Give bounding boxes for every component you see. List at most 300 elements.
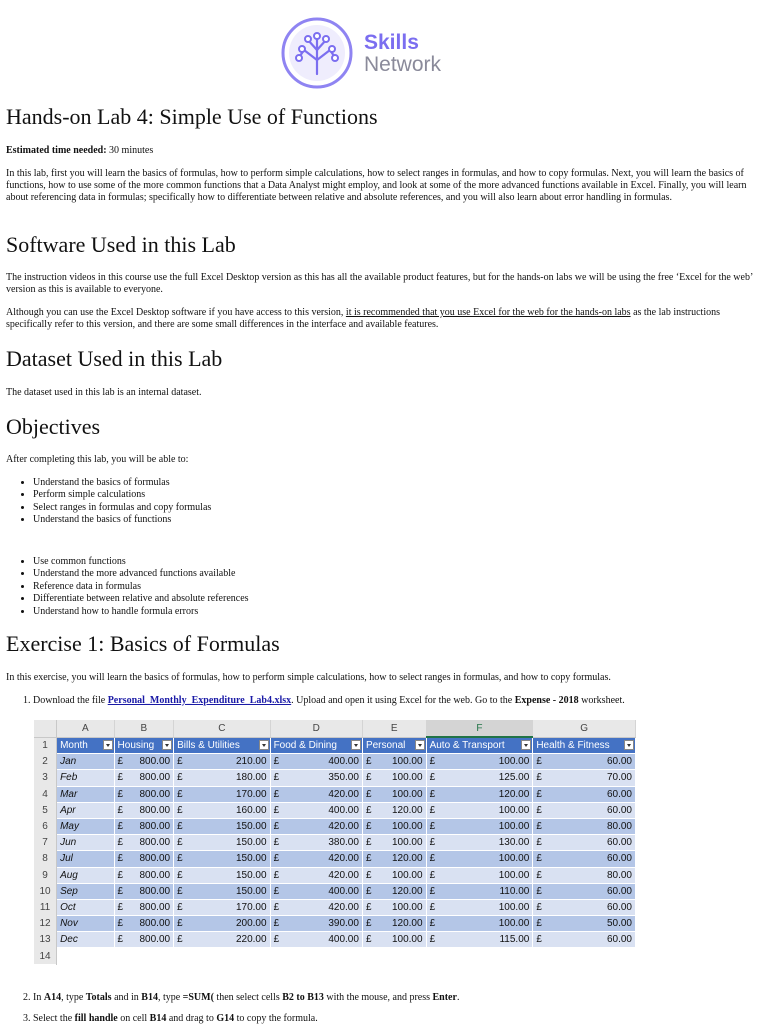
currency-value	[274, 805, 359, 816]
row-number[interactable]: 9	[34, 867, 57, 883]
table-cell[interactable]	[114, 851, 174, 867]
currency-value	[274, 772, 359, 783]
currency-symbol: £	[536, 934, 542, 946]
currency-value	[366, 789, 423, 800]
month-value: May	[60, 821, 79, 833]
table-cell[interactable]	[270, 818, 362, 834]
table-cell[interactable]	[362, 818, 426, 834]
table-cell[interactable]	[174, 818, 270, 834]
currency-value	[274, 789, 359, 800]
table-cell[interactable]	[114, 948, 174, 964]
currency-symbol: £	[365, 756, 372, 768]
currency-symbol: £	[273, 837, 280, 849]
list-item	[33, 1013, 760, 1025]
table-cell[interactable]	[114, 754, 174, 770]
table-cell[interactable]	[57, 818, 114, 834]
step2-text: and in	[111, 992, 142, 1003]
table-cell[interactable]	[270, 770, 362, 786]
header-label: Health & Fitness	[536, 739, 610, 751]
amount: 100.00	[391, 772, 423, 784]
currency-value	[430, 870, 530, 881]
list-item: • Differentiate between relative and absolute references	[33, 593, 249, 605]
currency-value	[177, 789, 266, 800]
table-cell[interactable]	[270, 802, 362, 818]
table-cell[interactable]	[114, 883, 174, 899]
exercise1-heading: Exercise 1: Basics of Formulas	[6, 631, 280, 656]
amount: 60.00	[606, 756, 632, 768]
currency-value	[430, 934, 530, 945]
currency-value	[430, 886, 530, 897]
amount: 420.00	[328, 901, 359, 913]
step2-text: .	[456, 992, 460, 1003]
table-cell[interactable]	[426, 835, 533, 851]
month-value: Nov	[60, 918, 78, 930]
table-cell[interactable]	[362, 754, 426, 770]
column-header-a[interactable]: A	[57, 720, 114, 737]
table-cell[interactable]	[362, 883, 426, 899]
currency-value	[118, 853, 171, 864]
table-cell[interactable]	[114, 916, 174, 932]
table-row	[34, 786, 636, 802]
table-cell[interactable]	[362, 851, 426, 867]
table-cell[interactable]	[533, 835, 636, 851]
currency-value	[430, 853, 530, 864]
column-header-row	[34, 720, 636, 737]
software-heading: Software Used in this Lab	[6, 232, 236, 257]
amount: 110.00	[499, 885, 530, 897]
table-cell[interactable]	[270, 916, 362, 932]
table-cell[interactable]	[270, 899, 362, 915]
filter-dropdown-icon[interactable]	[624, 740, 634, 750]
currency-symbol: £	[365, 885, 372, 897]
table-cell[interactable]	[174, 802, 270, 818]
row-number[interactable]: 5	[34, 802, 57, 818]
amount: 150.00	[235, 885, 267, 897]
currency-value	[274, 756, 359, 767]
currency-symbol: £	[429, 837, 436, 849]
month-value: Oct	[60, 901, 76, 913]
step2-text: In	[33, 992, 44, 1003]
column-header-f[interactable]: F	[426, 720, 533, 737]
table-cell[interactable]	[533, 948, 636, 964]
column-header-e[interactable]: E	[362, 720, 426, 737]
currency-value	[118, 902, 171, 913]
currency-symbol: £	[365, 821, 372, 833]
table-cell[interactable]	[362, 899, 426, 915]
currency-value	[177, 821, 266, 832]
currency-symbol: £	[177, 934, 183, 946]
header-label: Auto & Transport	[429, 740, 505, 752]
currency-symbol: £	[117, 934, 124, 946]
table-cell[interactable]	[57, 867, 114, 883]
table-cell[interactable]	[426, 786, 533, 802]
list-item: • Select ranges in formulas and copy formulas	[33, 502, 211, 514]
column-header-c[interactable]: C	[174, 720, 270, 737]
currency-value	[274, 870, 359, 881]
currency-value	[430, 789, 530, 800]
currency-symbol: £	[536, 772, 542, 784]
row-number[interactable]: 2	[34, 754, 57, 770]
row-number[interactable]: 7	[34, 835, 57, 851]
row-number[interactable]: 14	[34, 948, 57, 964]
intro-paragraph: In this lab, first you will learn the basics of formulas, how to perform simple calculations, how to select ranges in formulas, and how to copy formulas. Next, you will learn the basics of functions, how to use some of the more common functions that a Data Analyst might employ, and look at some of the more advanced functions available in Excel. Finally, you will learn about referencing data in formulas; specifically how to differentiate between relative and absolute references, and you will also learn about error handling in formulas.	[6, 168, 747, 203]
column-header-b[interactable]: B	[114, 720, 174, 737]
currency-symbol: £	[365, 804, 372, 816]
month-value: Jul	[60, 853, 73, 865]
table-cell[interactable]	[362, 786, 426, 802]
table-cell[interactable]	[114, 818, 174, 834]
currency-symbol: £	[429, 788, 436, 800]
table-cell[interactable]	[57, 851, 114, 867]
table-cell[interactable]	[426, 883, 533, 899]
amount: 200.00	[235, 918, 267, 930]
table-cell[interactable]	[114, 770, 174, 786]
step1-text-2: . Upload and open it using Excel for the web. Go to the	[291, 695, 515, 706]
month-value: Aug	[60, 869, 78, 881]
table-cell[interactable]	[174, 883, 270, 899]
amount: 400.00	[328, 756, 359, 768]
table-cell[interactable]	[426, 899, 533, 915]
row-number[interactable]: 6	[34, 818, 57, 834]
column-filter-header[interactable]	[114, 737, 174, 754]
table-cell[interactable]	[174, 754, 270, 770]
currency-symbol: £	[536, 853, 542, 865]
amount: 100.00	[391, 901, 423, 913]
currency-value	[118, 837, 171, 848]
table-cell[interactable]	[533, 802, 636, 818]
row-number[interactable]: 10	[34, 883, 57, 899]
amount: 115.00	[499, 934, 530, 946]
table-cell[interactable]	[114, 899, 174, 915]
currency-symbol: £	[536, 837, 542, 849]
table-cell[interactable]	[57, 899, 114, 915]
table-cell[interactable]	[533, 851, 636, 867]
table-cell[interactable]	[426, 867, 533, 883]
filter-dropdown-icon[interactable]	[162, 740, 172, 750]
amount: 100.00	[498, 869, 530, 881]
table-cell[interactable]	[270, 786, 362, 802]
estimated-time-label: Estimated time needed:	[6, 145, 107, 156]
currency-value	[177, 918, 266, 929]
table-cell[interactable]	[270, 948, 362, 964]
logo-text-network: Network	[364, 53, 442, 76]
filter-dropdown-icon[interactable]	[521, 740, 531, 750]
amount: 100.00	[391, 934, 423, 946]
currency-value	[118, 756, 171, 767]
amount: 150.00	[235, 853, 267, 865]
select-all-corner[interactable]	[34, 720, 57, 737]
table-cell[interactable]	[362, 835, 426, 851]
currency-symbol: £	[273, 934, 280, 946]
table-cell[interactable]	[270, 754, 362, 770]
table-cell[interactable]	[362, 932, 426, 948]
currency-value	[177, 772, 266, 783]
currency-value	[430, 902, 530, 913]
table-cell[interactable]	[270, 835, 362, 851]
currency-symbol: £	[429, 934, 436, 946]
table-cell[interactable]	[533, 770, 636, 786]
table-cell[interactable]	[57, 916, 114, 932]
amount: 150.00	[235, 821, 267, 833]
list-item	[33, 695, 760, 707]
amount: 400.00	[328, 934, 359, 946]
amount: 180.00	[235, 772, 267, 784]
table-cell[interactable]	[533, 754, 636, 770]
amount: 100.00	[498, 918, 530, 930]
amount: 150.00	[235, 869, 267, 881]
table-cell[interactable]	[57, 932, 114, 948]
table-cell[interactable]	[57, 802, 114, 818]
header-label: Food & Dining	[273, 739, 337, 751]
column-filter-header[interactable]	[362, 737, 426, 754]
amount: 800.00	[139, 821, 171, 833]
currency-symbol: £	[117, 772, 124, 784]
table-cell[interactable]	[426, 802, 533, 818]
list-item: • Reference data in formulas	[33, 581, 249, 593]
currency-value	[366, 756, 423, 767]
currency-value	[536, 805, 632, 816]
column-filter-header[interactable]	[533, 737, 636, 754]
currency-value	[366, 853, 423, 864]
table-cell[interactable]	[174, 851, 270, 867]
amount: 420.00	[328, 788, 359, 800]
currency-value	[177, 805, 266, 816]
table-cell[interactable]	[426, 851, 533, 867]
amount: 160.00	[235, 804, 267, 816]
table-cell[interactable]	[174, 932, 270, 948]
table-row	[34, 802, 636, 818]
column-filter-header[interactable]	[270, 737, 362, 754]
currency-value	[274, 886, 359, 897]
amount: 70.00	[606, 772, 632, 784]
currency-value	[118, 870, 171, 881]
table-cell[interactable]	[426, 754, 533, 770]
dataset-paragraph: The dataset used in this lab is an internal dataset.	[6, 387, 202, 398]
table-cell[interactable]	[426, 916, 533, 932]
exercise1-steps-2-3	[6, 992, 760, 1025]
column-filter-header[interactable]	[426, 737, 533, 754]
currency-symbol: £	[429, 772, 436, 784]
row-number[interactable]: 8	[34, 851, 57, 867]
objectives-list-1	[6, 477, 211, 527]
table-cell[interactable]	[362, 867, 426, 883]
filter-dropdown-icon[interactable]	[415, 740, 425, 750]
month-value: Sep	[60, 885, 78, 897]
column-filter-header[interactable]	[174, 737, 270, 754]
table-cell[interactable]	[270, 883, 362, 899]
currency-value	[536, 886, 632, 897]
step2-text: with the mouse, and press	[323, 992, 433, 1003]
step3-text: and drag to	[166, 1013, 217, 1024]
list-item	[33, 992, 760, 1004]
software-p2-text: Although you can use the Excel Desktop software if you have access to this version,	[6, 307, 346, 318]
table-row	[34, 867, 636, 883]
table-cell[interactable]	[57, 835, 114, 851]
amount: 100.00	[498, 901, 530, 913]
currency-value	[366, 886, 423, 897]
amount: 130.00	[498, 837, 530, 849]
currency-symbol: £	[273, 772, 280, 784]
table-cell[interactable]	[533, 786, 636, 802]
step3-text: to copy the formula.	[234, 1013, 318, 1024]
currency-value	[430, 805, 530, 816]
amount: 800.00	[139, 837, 171, 849]
row-number[interactable]: 12	[34, 916, 57, 932]
currency-symbol: £	[365, 853, 372, 865]
currency-value	[118, 772, 171, 783]
amount: 400.00	[328, 804, 359, 816]
table-row	[34, 932, 636, 948]
amount: 100.00	[498, 821, 530, 833]
download-file-link[interactable]: Personal_Monthly_Expenditure_Lab4.xlsx	[107, 695, 292, 706]
spreadsheet-image	[34, 720, 636, 960]
amount: 210.00	[235, 756, 267, 768]
month-value: Apr	[60, 804, 76, 816]
currency-value	[366, 870, 423, 881]
logo-text-skills: Skills	[364, 31, 419, 54]
row-number[interactable]: 11	[34, 899, 57, 915]
currency-value	[274, 821, 359, 832]
table-cell[interactable]	[174, 867, 270, 883]
currency-symbol: £	[429, 804, 436, 816]
amount: 390.00	[328, 918, 359, 930]
table-cell[interactable]	[426, 770, 533, 786]
table-cell[interactable]	[57, 786, 114, 802]
row-number[interactable]: 13	[34, 932, 57, 948]
filter-dropdown-icon[interactable]	[259, 740, 269, 750]
column-header-g[interactable]: G	[533, 720, 636, 737]
amount: 800.00	[139, 853, 171, 865]
amount: 60.00	[606, 788, 632, 800]
table-cell[interactable]	[426, 818, 533, 834]
table-cell[interactable]	[426, 948, 533, 964]
currency-symbol: £	[536, 901, 542, 913]
table-cell[interactable]	[362, 948, 426, 964]
filter-dropdown-icon[interactable]	[351, 740, 361, 750]
table-cell[interactable]	[533, 883, 636, 899]
table-cell[interactable]	[57, 770, 114, 786]
currency-value	[366, 821, 423, 832]
currency-symbol: £	[117, 756, 124, 768]
currency-symbol: £	[365, 869, 372, 881]
table-cell[interactable]	[533, 867, 636, 883]
currency-value	[118, 805, 171, 816]
table-cell[interactable]	[114, 786, 174, 802]
table-cell[interactable]	[114, 802, 174, 818]
amount: 800.00	[139, 772, 171, 784]
currency-value	[177, 837, 266, 848]
currency-value	[177, 886, 266, 897]
cell-ref: B14	[141, 992, 158, 1003]
table-cell[interactable]	[57, 948, 114, 964]
list-item: • Use common functions	[33, 556, 249, 568]
currency-symbol: £	[117, 788, 124, 800]
currency-value	[536, 821, 632, 832]
currency-value	[536, 870, 632, 881]
table-cell[interactable]	[174, 899, 270, 915]
table-cell[interactable]	[362, 802, 426, 818]
table-cell[interactable]	[174, 770, 270, 786]
step3-text: Select the	[33, 1013, 75, 1024]
table-row	[34, 948, 636, 964]
table-cell[interactable]	[57, 883, 114, 899]
currency-symbol: £	[365, 934, 372, 946]
currency-value	[536, 902, 632, 913]
table-cell[interactable]	[174, 835, 270, 851]
table-cell[interactable]	[270, 867, 362, 883]
table-cell[interactable]	[533, 932, 636, 948]
currency-symbol: £	[273, 869, 280, 881]
keyword: Totals	[85, 992, 112, 1003]
amount: 60.00	[606, 901, 632, 913]
table-cell[interactable]	[174, 948, 270, 964]
header-label: Month	[60, 739, 88, 751]
currency-symbol: £	[273, 756, 280, 768]
table-cell[interactable]	[270, 932, 362, 948]
currency-value	[366, 902, 423, 913]
table-cell[interactable]	[533, 818, 636, 834]
table-cell[interactable]	[174, 916, 270, 932]
month-value: Dec	[60, 934, 78, 946]
amount: 60.00	[606, 837, 632, 849]
currency-symbol: £	[536, 885, 542, 897]
currency-symbol: £	[117, 885, 124, 897]
currency-value	[274, 902, 359, 913]
table-cell[interactable]	[57, 754, 114, 770]
currency-symbol: £	[273, 853, 280, 865]
currency-symbol: £	[536, 788, 542, 800]
currency-symbol: £	[177, 772, 183, 784]
column-header-d[interactable]: D	[270, 720, 362, 737]
table-cell[interactable]	[114, 932, 174, 948]
currency-value	[536, 772, 632, 783]
currency-value	[536, 934, 632, 945]
amount: 100.00	[498, 756, 530, 768]
table-cell[interactable]	[533, 916, 636, 932]
software-paragraph-1: The instruction videos in this course use the full Excel Desktop version as this has all the available product features, but for the hands-on labs we will be using the free ‘Excel for the web’ version as this is available to everyone.	[6, 272, 753, 295]
row-number[interactable]: 3	[34, 770, 57, 786]
currency-symbol: £	[273, 821, 280, 833]
table-row	[34, 916, 636, 932]
amount: 125.00	[498, 772, 530, 784]
row-number[interactable]: 4	[34, 786, 57, 802]
currency-symbol: £	[177, 821, 183, 833]
month-value: Jan	[60, 756, 77, 768]
amount: 100.00	[391, 788, 423, 800]
row-number[interactable]: 1	[34, 737, 57, 754]
currency-symbol: £	[429, 756, 436, 768]
table-cell[interactable]	[362, 916, 426, 932]
amount: 120.00	[391, 918, 423, 930]
amount: 120.00	[391, 804, 423, 816]
amount: 100.00	[498, 853, 530, 865]
table-cell[interactable]	[362, 770, 426, 786]
step1-text: Download the file	[33, 695, 108, 706]
table-cell[interactable]	[270, 851, 362, 867]
filter-dropdown-icon[interactable]	[103, 740, 113, 750]
table-cell[interactable]	[426, 932, 533, 948]
table-cell[interactable]	[174, 786, 270, 802]
currency-symbol: £	[429, 869, 436, 881]
currency-symbol: £	[536, 869, 542, 881]
currency-value	[366, 934, 423, 945]
table-cell[interactable]	[114, 835, 174, 851]
table-cell[interactable]	[533, 899, 636, 915]
currency-symbol: £	[365, 901, 372, 913]
table-cell[interactable]	[114, 867, 174, 883]
currency-value	[536, 853, 632, 864]
column-filter-header[interactable]	[57, 737, 114, 754]
